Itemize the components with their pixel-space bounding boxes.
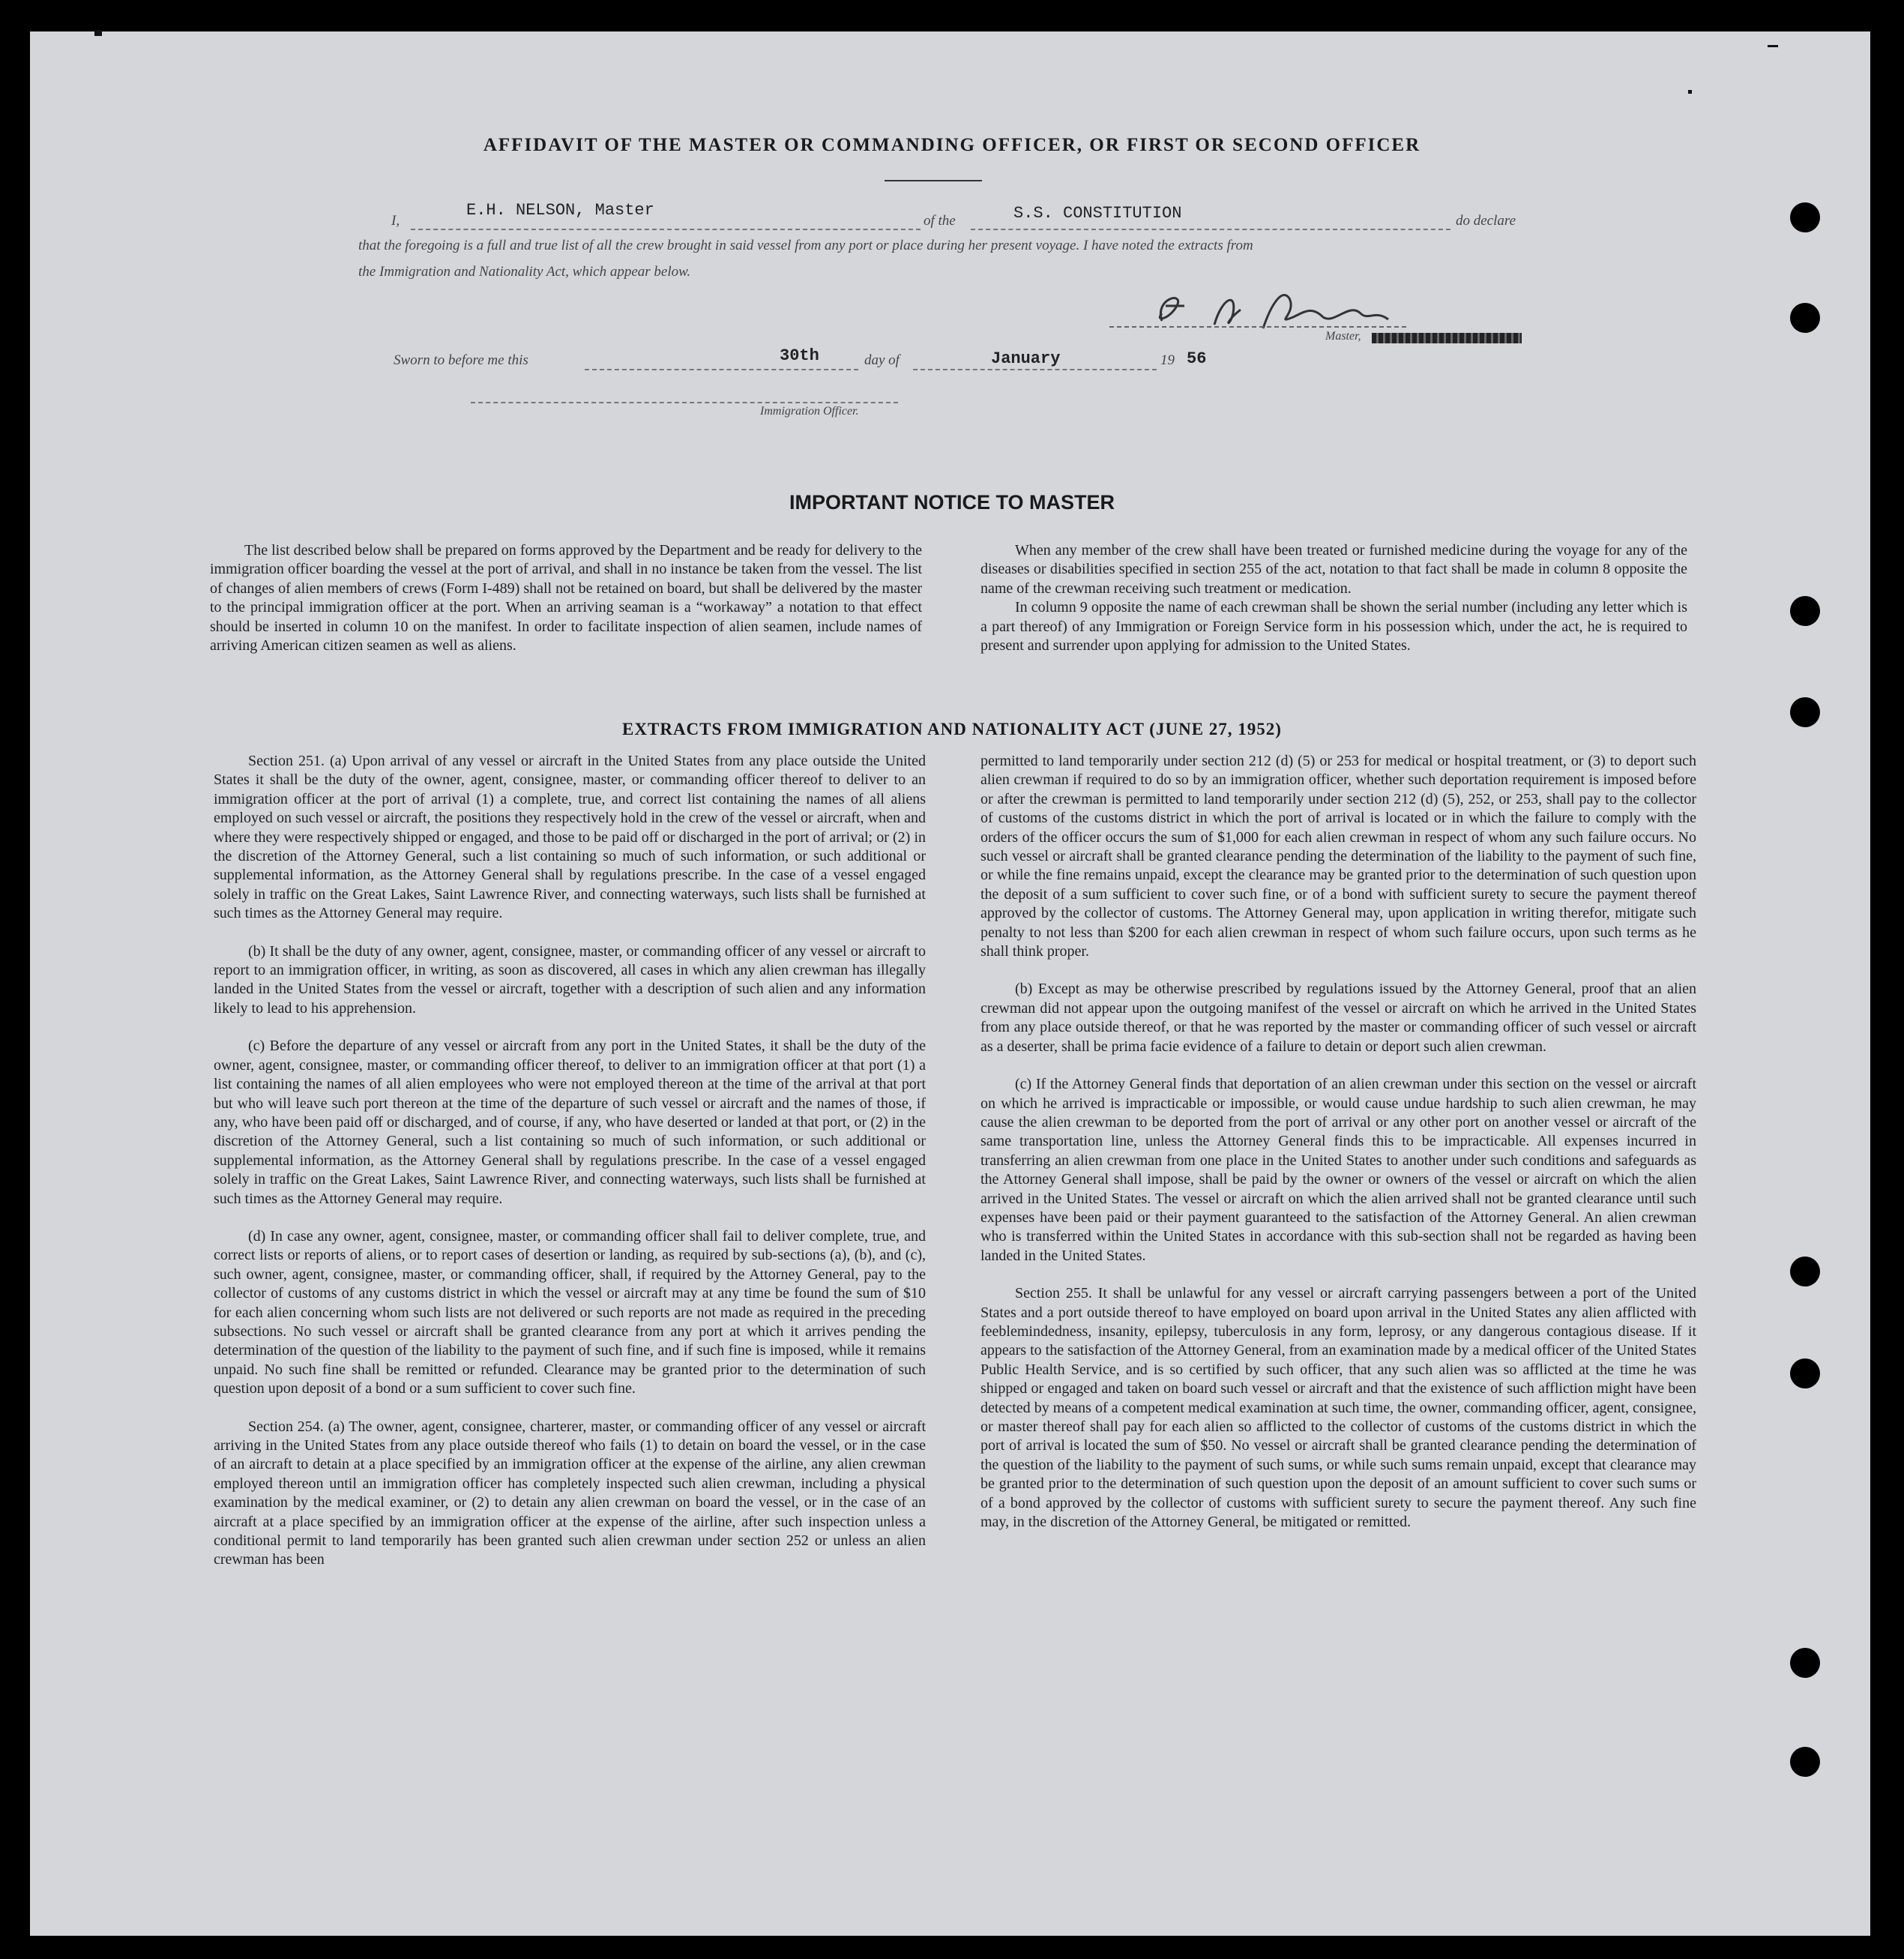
struck-out-title — [1372, 333, 1522, 343]
punch-hole — [1790, 1648, 1820, 1678]
act-paragraph: (b) It shall be the duty of any owner, agent, consignee, master, or commanding officer of any vessel or aircraft to report to an immigration officer, in writing, as soon as discovered, all cases in which any alien crewman has illegally landed in the United States from the vessel or aircraft, together with a description of such alien and any information likely to lead to his apprehension. — [214, 942, 926, 1017]
extracts-right-column — [980, 752, 1696, 1532]
affidavit-title: AFFIDAVIT OF THE MASTER OR COMMANDING OFFICER, OR FIRST OR SECOND OFFICER — [483, 135, 1421, 155]
punch-hole — [1790, 1257, 1820, 1287]
notice-paragraph: In column 9 opposite the name of each crewman shall be shown the serial number (including any letter which is a part thereof) of any Immigration or Foreign Service form in his possession which, under the act, he is required to present and surrender upon applying for admission to the United States. — [980, 599, 1687, 654]
notice-right-column — [980, 541, 1687, 655]
notice-paragraph: When any member of the crew shall have been treated or furnished medicine during the voyage for any of the diseases or disabilities specified in section 255 of the act, notation to that fact shall be made in column 8 opposite the name of the crewman receiving such treatment or medication. — [980, 542, 1687, 597]
declaration-text: that the foregoing is a full and true list of all the crew brought in said vessel from any port or place during her present voyage. I have noted the extracts from — [358, 238, 1253, 253]
punch-hole — [1790, 1747, 1820, 1777]
act-paragraph: Section 251. (a) Upon arrival of any vessel or aircraft in the United States from any place outside the United States it shall be the duty of the owner, agent, consignee, master, or commanding officer thereof to deliver to an immigration officer at the port of arrival (1) a complete, true, and correct list containing the names of all aliens employed on such vessel or aircraft, the positions they respectively hold in the crew of the vessel or aircraft, when and where they were respectively shipped or engaged, and those to be paid off or discharged in the port of arrival; or (2) in the discretion of the Attorney General, such a list containing so much of such information, or such additional or supplemental information, as the Attorney General shall by regulations prescribe. In the case of a vessel engaged solely in traffic on the Great Lakes, Saint Lawrence River, and connecting waterways, such lists shall be furnished at such times as the Attorney General may require. — [214, 753, 926, 922]
year-prefix: 19 — [1160, 352, 1175, 368]
extracts-left-column — [214, 752, 926, 1570]
officer-line — [471, 402, 898, 403]
punch-hole — [1790, 202, 1820, 232]
act-paragraph: (c) Before the departure of any vessel or aircraft from any port in the United States, it shall be the duty of the owner, agent, consignee, master, or commanding officer thereof, to deliver to an immigration officer at that port (1) a list containing the names of all alien employees who were not employed thereon at the time of the arrival at that port but who will leave such port thereon at the time of the departure of such vessel or aircraft and the names of those, if any, who have been paid off or discharged, and of course, if any, who have deserted or landed at that port, or (2) in the discretion of the Attorney General, such a list containing so much of such information, or such additional or supplemental information, as the Attorney General shall by regulations prescribe. In the case of a vessel engaged solely in traffic on the Great Lakes, Saint Lawrence River, and connecting waterways, such lists shall be furnished at such times as the Attorney General may require. — [214, 1038, 926, 1207]
officer-label: Immigration Officer. — [760, 405, 859, 418]
sworn-day: 30th — [780, 346, 819, 365]
punch-hole — [1790, 596, 1820, 626]
master-name: E.H. NELSON, Master — [466, 201, 654, 220]
sworn-year: 56 — [1187, 349, 1207, 368]
sworn-month: January — [991, 349, 1061, 368]
notice-left-column — [210, 541, 922, 655]
master-role-label: Master, — [1325, 330, 1361, 343]
act-paragraph: (d) In case any owner, agent, consignee, master, or commanding officer shall fail to deliver complete, true, and correct lists or reports of aliens, or to report cases of desertion or landing, as required by sub-sections (a), (b), and (c), such owner, agent, consignee, master, or commanding officer, shall, if required by the Attorney General, pay to the collector of customs of any customs district in which the vessel or aircraft may at any time be found the sum of $10 for each alien concerning whom such lists are not delivered or such reports are not made as required in the preceding subsections. No such vessel or aircraft shall be granted clearance from any port at which it arrives pending the determination of the question of the liability to the payment of such fine, and if such fine is imposed, while it remains unpaid. No such fine shall be remitted or refunded. Clearance may be granted prior to the determination of such question upon deposit of a bond or a sum sufficient to cover such fine. — [214, 1227, 926, 1397]
act-paragraph: (b) Except as may be otherwise prescribed by regulations issued by the Attorney General, proof that an alien crewman did not appear upon the outgoing manifest of the vessel or aircraft on which he arrived in the United States from any place outside thereof, or that he was reported by the master or commanding officer of such vessel or aircraft as a deserter, shall be prima facie evidence of a failure to detain or deport such alien crewman. — [980, 981, 1696, 1055]
do-declare-label: do declare — [1456, 213, 1516, 229]
scan-speck — [1768, 45, 1778, 47]
i-label: I, — [391, 213, 400, 229]
scan-speck — [1688, 90, 1692, 94]
notice-paragraph: The list described below shall be prepared on forms approved by the Department and be ready for delivery to the immigration officer boarding the vessel at the port of arrival, and shall in no instance be taken from the vessel. The list of changes of alien members of crews (Form I-489) shall not be retained on board, but shall be delivered by the master to the principal immigration officer at the port. When an arriving seaman is a “workaway” a notation to that effect should be inserted in column 10 on the manifest. In order to facilitate inspection of alien seamen, include names of arriving American citizen seamen as well as aliens. — [210, 542, 922, 654]
month-line — [913, 369, 1157, 370]
punch-hole — [1790, 303, 1820, 333]
punch-hole — [1790, 1358, 1820, 1388]
day-of-label: day of — [864, 352, 900, 368]
declaration-text: the Immigration and Nationality Act, which appear below. — [358, 264, 691, 280]
sworn-label: Sworn to before me this — [394, 352, 528, 368]
vessel-name: S.S. CONSTITUTION — [1013, 204, 1182, 223]
act-paragraph: Section 255. It shall be unlawful for any vessel or aircraft carrying passengers between a port of the United States and a port outside thereof to have employed on board upon arrival in the United States any alien afflicted with feeblemindedness, insanity, epilepsy, tuberculosis in any form, leprosy, or any dangerous contagious disease. If it appears to the satisfaction of the Attorney General, from an examination made by a medical officer of the United States Public Health Service, and is so certified by such officer, that any such alien was so afflicted at the time he was shipped or engaged and taken on board such vessel or aircraft and that the existence of such affliction might have been detected by means of a competent medical examination at such time, the owner, commanding officer, agent, consignee, or master thereof shall pay for each alien so afflicted to the collector of customs of the customs district in which the port of arrival is located the sum of $50. No vessel or aircraft shall be granted clearance pending the determination of the question of the liability to the payment of such sums, or while such sums remain unpaid, except that clearance may be granted prior to the determination of such question upon the deposit of an amount sufficient to cover such sums or of a bond approved by the collector of customs with sufficient surety to secure the payment thereof. Any such fine may, in the discretion of the Attorney General, be mitigated or remitted. — [980, 1285, 1696, 1531]
extracts-title: EXTRACTS FROM IMMIGRATION AND NATIONALITY ACT (JUNE 27, 1952) — [622, 720, 1282, 738]
notice-title: IMPORTANT NOTICE TO MASTER — [789, 491, 1115, 514]
of-the-label: of the — [924, 213, 956, 229]
act-paragraph: Section 254. (a) The owner, agent, consignee, charterer, master, or commanding officer of any vessel or aircraft arriving in the United States from any place outside thereof who fails (1) to detain on board the vessel, or in the case of an aircraft to detain at a place specified by an immigration officer at the expense of the airline, any alien crewman employed thereon until an immigration officer has completely inspected such alien crewman, including a physical examination by the medical examiner, or (2) to detain any alien crewman on board the vessel, or in the case of an aircraft at a place specified by an immigration officer at the expense of the airline, after such inspection unless a conditional permit to land temporarily has been granted such alien crewman under section 252 or unless an alien crewman has been — [214, 1418, 926, 1568]
act-paragraph: (c) If the Attorney General finds that deportation of an alien crewman under this section on the vessel or aircraft on which he arrived is impracticable or impossible, or would cause undue hardship to such alien crewman, he may cause the alien crewman to be deported from the port of arrival or any other port on another vessel or aircraft of the same transportation line, unless the Attorney General finds this to be impracticable. All expenses incurred in transferring an alien crewman from one place in the United States to another under such conditions and safeguards as the Attorney General shall impose, shall be paid by the owner or owners of the vessel or aircraft on which the alien arrived in the United States. The vessel or aircraft on which the alien arrived shall not be granted clearance until such expenses have been paid or their payment guaranteed to the satisfaction of the Attorney General. An alien crewman who is transferred within the United States in accordance with this sub-section shall not be regarded as having been landed in the United States. — [980, 1076, 1696, 1264]
name-line — [411, 229, 921, 230]
act-paragraph: permitted to land temporarily under section 212 (d) (5) or 253 for medical or hospital treatment, or (3) to deport such alien crewman if required to do so by an immigration officer, whether such deportation requirement is imposed before or after the crewman is permitted to land temporarily under section 212 (d) (5), 252, or 253, shall pay to the collector of customs of the customs district in which the port of arrival is located or in which the failure to comply with the orders of the officer occurs the sum of $1,000 for each alien crewman in respect of whom any such failure occurs. No such vessel or aircraft shall be granted clearance pending the determination of the liability to the payment of such fine, or while the fine remains unpaid, except the clearance may be granted prior to the determination of such question upon the deposit of a sum sufficient to cover such fine, or of a bond with sufficient surety to secure the payment thereof approved by the collector of customs. The Attorney General may, upon application in writing therefor, mitigate such penalty to not less than $200 for each alien crewman in respect of whom such failure occurs, upon such terms as he shall think proper. — [980, 753, 1696, 960]
scan-speck — [94, 30, 102, 36]
vessel-line — [971, 229, 1450, 230]
title-rule — [885, 180, 982, 181]
day-line — [585, 369, 858, 370]
